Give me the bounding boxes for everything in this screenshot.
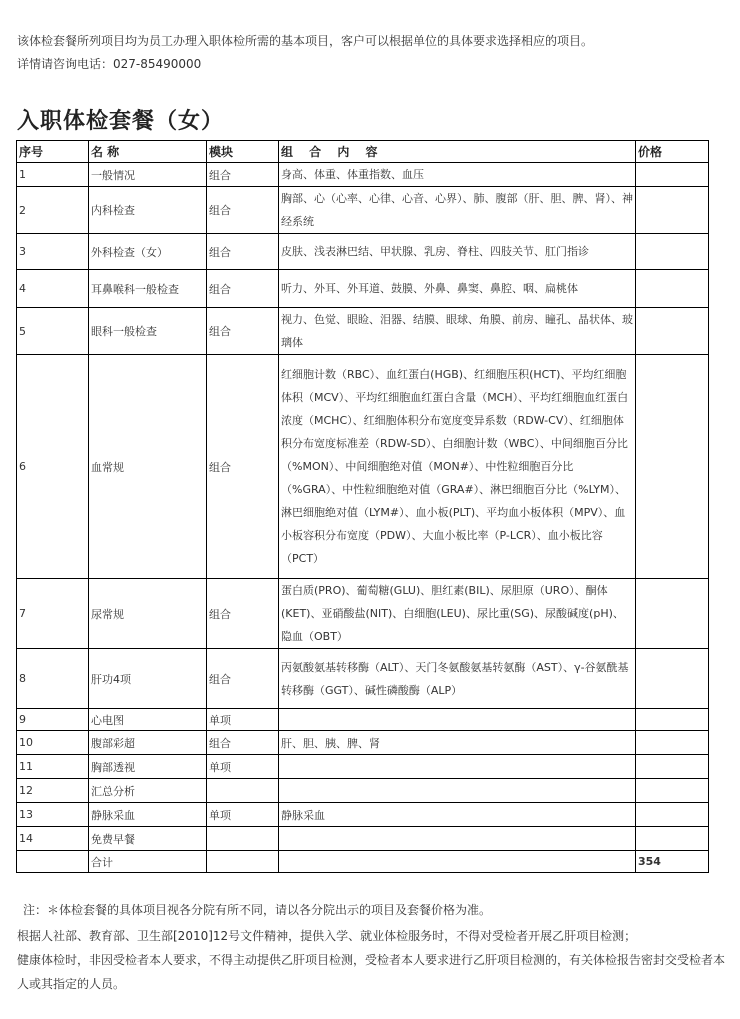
cell-no: 13 [17,803,89,827]
cell-price [636,709,709,731]
cell-content [279,779,636,803]
cell-price [636,649,709,709]
cell-price [636,355,709,579]
table-row [17,649,709,709]
cell-price [636,779,709,803]
cell-name: 汇总分析 [89,779,207,803]
table-row [17,187,709,234]
cell-name: 静脉采血 [89,803,207,827]
cell-module: 组合 [207,234,279,270]
cell-price [636,755,709,779]
cell-content [279,827,636,851]
notes [17,898,727,996]
cell-module: 组合 [207,187,279,234]
package-table [16,140,709,873]
intro-line-2: 详情请咨询电话：027-85490000 [17,57,202,71]
cell-content [279,851,636,873]
total-row [17,851,709,873]
cell-name: 外科检查（女） [89,234,207,270]
note-line-2: 根据人社部、教育部、卫生部[2010]12号文件精神，提供入学、就业体检服务时，不得对受检者开展乙肝项目检测； [17,929,637,943]
cell-content: 丙氨酸氨基转移酶（ALT）、天门冬氨酸氨基转氨酶（AST）、γ-谷氨酰基转移酶（GGT）、碱性磷酸酶（ALP） [279,649,636,709]
cell-price [636,308,709,355]
page-title: 入职体检套餐（女） [17,108,225,134]
cell-no: 1 [17,163,89,187]
cell-no: 2 [17,187,89,234]
cell-module: 组合 [207,308,279,355]
cell-module: 单项 [207,803,279,827]
cell-name: 一般情况 [89,163,207,187]
cell-module [207,827,279,851]
cell-no: 3 [17,234,89,270]
header-price: 价格 [636,141,709,163]
cell-no: 4 [17,270,89,308]
cell-module: 组合 [207,649,279,709]
cell-module [207,851,279,873]
table-row [17,308,709,355]
cell-content [279,709,636,731]
cell-name: 腹部彩超 [89,731,207,755]
cell-no: 7 [17,579,89,649]
cell-price [636,187,709,234]
table-row [17,755,709,779]
cell-name: 免费早餐 [89,827,207,851]
table-row [17,234,709,270]
cell-name: 尿常规 [89,579,207,649]
note-line-3: 健康体检时，非因受检者本人要求，不得主动提供乙肝项目检测，受检者本人要求进行乙肝项目检测的，有关体检报告密封交受检者本人或其指定的人员。 [17,953,726,991]
header-no: 序号 [17,141,89,163]
cell-no: 14 [17,827,89,851]
cell-content: 蛋白质(PRO)、葡萄糖(GLU)、胆红素(BIL)、尿胆原（URO）、酮体(KET)、亚硝酸盐(NIT)、白细胞(LEU)、尿比重(SG)、尿酸碱度(pH)、隐血（OBT） [279,579,636,649]
cell-module: 组合 [207,579,279,649]
cell-content: 静脉采血 [279,803,636,827]
cell-no: 6 [17,355,89,579]
cell-price [636,803,709,827]
cell-module: 组合 [207,355,279,579]
cell-price [636,163,709,187]
cell-module: 组合 [207,163,279,187]
cell-content: 皮肤、浅表淋巴结、甲状腺、乳房、脊柱、四肢关节、肛门指诊 [279,234,636,270]
cell-no: 9 [17,709,89,731]
cell-price [636,270,709,308]
cell-content: 红细胞计数（RBC）、血红蛋白(HGB)、红细胞压积(HCT)、平均红细胞体积（MCV）、平均红细胞血红蛋白含量（MCH）、平均红细胞血红蛋白浓度（MCHC）、红细胞体积分布宽度变异系数（RDW-CV）、红细胞体积分布宽度标准差（RDW-SD）、白细胞计数（WBC）、中间细胞百分比（%MON）、中间细胞绝对值（MON#）、中性粒细胞百分比（%GRA）、中性粒细胞绝对值（GRA#）、淋巴细胞百分比（%LYM）、淋巴细胞绝对值（LYM#）、血小板(PLT)、平均血小板体积（MPV）、血小板容积分布宽度（PDW）、大血小板比率（P-LCR）、血小板比容（PCT） [279,355,636,579]
cell-name: 眼科一般检查 [89,308,207,355]
cell-price [636,731,709,755]
cell-no: 5 [17,308,89,355]
cell-module [207,779,279,803]
cell-price [636,827,709,851]
cell-no: 12 [17,779,89,803]
cell-module: 组合 [207,270,279,308]
intro-text [17,30,593,76]
table-row [17,803,709,827]
header-content: 组 合 内 容 [279,141,636,163]
cell-content: 身高、体重、体重指数、血压 [279,163,636,187]
cell-name: 肝功4项 [89,649,207,709]
cell-content: 肝、胆、胰、脾、肾 [279,731,636,755]
cell-module: 单项 [207,755,279,779]
cell-no: 10 [17,731,89,755]
cell-module: 单项 [207,709,279,731]
table-row [17,163,709,187]
cell-name: 胸部透视 [89,755,207,779]
table-row [17,579,709,649]
cell-name: 耳鼻喉科一般检查 [89,270,207,308]
note-line-1: 注：＊体检套餐的具体项目视各分院有所不同，请以各分院出示的项目及套餐价格为准。 [23,903,492,917]
total-label: 合计 [89,851,207,873]
cell-price [636,234,709,270]
table-row [17,827,709,851]
cell-name: 心电图 [89,709,207,731]
intro-line-1: 该体检套餐所列项目均为员工办理入职体检所需的基本项目，客户可以根据单位的具体要求选择相应的项目。 [17,34,594,48]
header-name: 名 称 [89,141,207,163]
table-row [17,731,709,755]
table-row [17,355,709,579]
cell-name: 血常规 [89,355,207,579]
table-row [17,779,709,803]
total-price: 354 [636,851,709,873]
cell-no: 11 [17,755,89,779]
cell-no [17,851,89,873]
cell-content: 视力、色觉、眼睑、泪器、结膜、眼球、角膜、前房、瞳孔、晶状体、玻璃体 [279,308,636,355]
cell-content [279,755,636,779]
cell-price [636,579,709,649]
cell-name: 内科检查 [89,187,207,234]
table-header-row [17,141,709,163]
cell-content: 胸部、心（心率、心律、心音、心界）、肺、腹部（肝、胆、脾、肾）、神经系统 [279,187,636,234]
table-row [17,270,709,308]
cell-content: 听力、外耳、外耳道、鼓膜、外鼻、鼻窦、鼻腔、咽、扁桃体 [279,270,636,308]
table-row [17,709,709,731]
header-module: 模块 [207,141,279,163]
cell-no: 8 [17,649,89,709]
cell-module: 组合 [207,731,279,755]
